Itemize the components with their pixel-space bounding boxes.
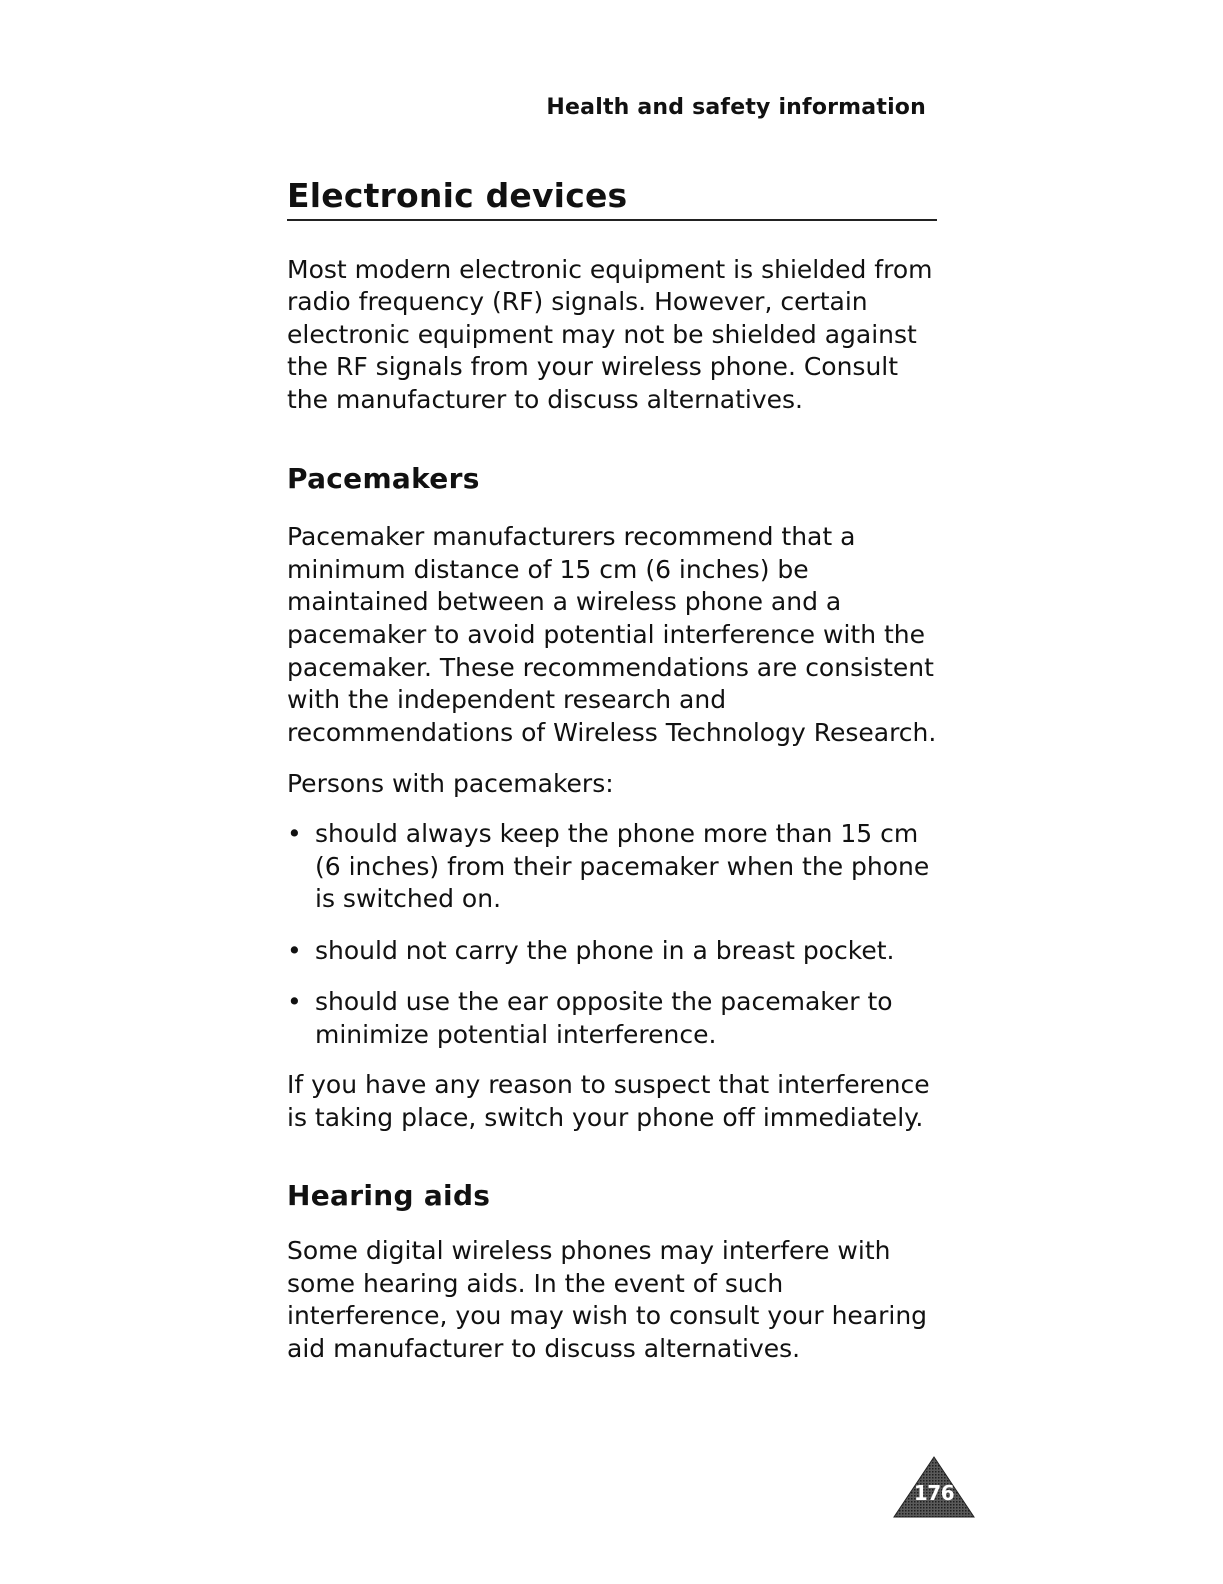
text-line: the RF signals from your wireless phone. Consult (287, 352, 899, 382)
persons-intro: Persons with pacemakers: (287, 769, 614, 799)
running-header: Health and safety information (546, 95, 926, 120)
text-line: pacemaker to avoid potential interference with the (287, 619, 926, 649)
intro-paragraph (287, 254, 937, 417)
text-line: If you have any reason to suspect that interference (287, 1070, 930, 1100)
text-line: Pacemaker manufacturers recommend that a (287, 522, 856, 552)
section-title: Electronic devices (287, 176, 937, 221)
text-line: (6 inches) from their pacemaker when the phone (315, 851, 930, 881)
text-line: is switched on. (315, 884, 502, 914)
text-line: should always keep the phone more than 15 cm (315, 818, 919, 848)
text-line: is taking place, switch your phone off immediately. (287, 1103, 924, 1133)
text-line: interference, you may wish to consult your hearing (287, 1301, 928, 1331)
text-line: maintained between a wireless phone and a (287, 587, 842, 617)
text-line: some hearing aids. In the event of such (287, 1268, 784, 1298)
list-item (287, 935, 937, 968)
text-line: electronic equipment may not be shielded against (287, 319, 917, 349)
bullet-icon: • (287, 987, 302, 1017)
text-line: recommendations of Wireless Technology Research. (287, 717, 937, 747)
text-line: minimum distance of 15 cm (6 inches) be (287, 554, 809, 584)
text-line: should use the ear opposite the pacemaker to (315, 987, 893, 1017)
text-line: Most modern electronic equipment is shielded from (287, 254, 933, 284)
text-line: the manufacturer to discuss alternatives. (287, 384, 804, 414)
page-number: 176 (913, 1481, 955, 1505)
pacemakers-heading: Pacemakers (287, 461, 480, 495)
page-number-badge (893, 1456, 975, 1518)
pacemaker-bullet-list (287, 818, 937, 1052)
list-item (287, 818, 937, 916)
text-line: with the independent research and (287, 685, 727, 715)
page-content (287, 176, 937, 1366)
hearing-aids-paragraph (287, 1235, 937, 1365)
hearing-aids-heading: Hearing aids (287, 1178, 491, 1212)
pacemakers-paragraph (287, 521, 937, 749)
text-line: pacemaker. These recommendations are consistent (287, 652, 934, 682)
text-line: should not carry the phone in a breast pocket. (315, 935, 895, 965)
bullet-icon: • (287, 818, 302, 848)
text-line: Some digital wireless phones may interfere with (287, 1236, 891, 1266)
bullet-icon: • (287, 935, 302, 965)
text-line: radio frequency (RF) signals. However, certain (287, 287, 868, 317)
text-line: aid manufacturer to discuss alternatives. (287, 1334, 801, 1364)
closing-paragraph (287, 1069, 937, 1134)
text-line: minimize potential interference. (315, 1019, 717, 1049)
list-item (287, 986, 937, 1051)
